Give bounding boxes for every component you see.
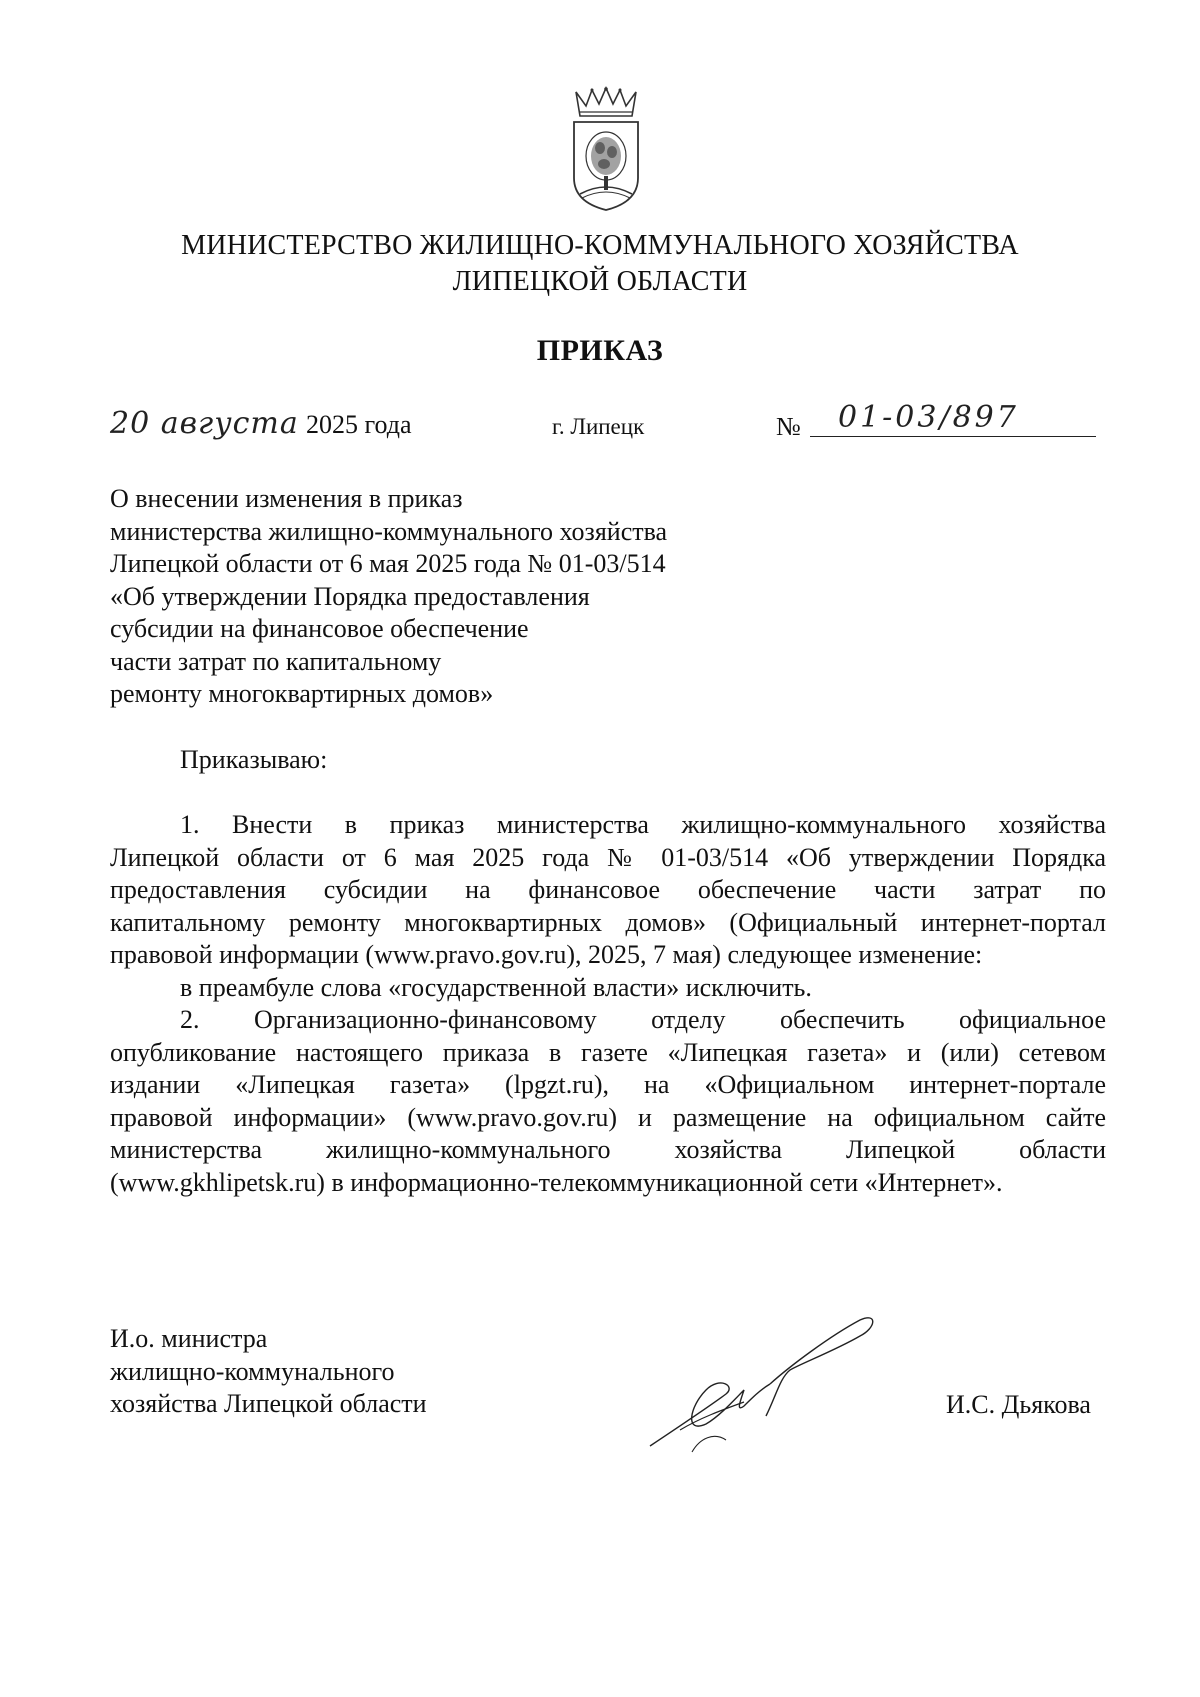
paragraph-2-line: издании «Липецкая газета» (lpgzt.ru), на «Официальном интернет-портале: [110, 1070, 1106, 1099]
lipetsk-coat-of-arms-icon: [566, 86, 646, 214]
signatory-position: [110, 1323, 427, 1421]
paragraph-2-line: опубликование настоящего приказа в газете «Липецкая газета» и (или) сетевом: [110, 1037, 1106, 1067]
organization-name-line-2: ЛИПЕЦКОЙ ОБЛАСТИ: [452, 266, 748, 297]
subject-line: министерства жилищно-коммунального хозяйства: [110, 516, 668, 546]
document-subject: [110, 483, 750, 711]
subject-line: части затрат по капитальному: [110, 646, 442, 676]
paragraph-1-line: предоставления субсидии на финансовое обеспечение части затрат по: [110, 875, 1106, 904]
signatory-position-line: жилищно-коммунального: [110, 1356, 395, 1386]
subject-line: Липецкой области от 6 мая 2025 года № 01-03/514: [110, 549, 666, 578]
number-underline: [810, 436, 1096, 437]
paragraph-2-line: министерства жилищно-коммунального хозяйства Липецкой области: [110, 1135, 1106, 1164]
signatory-position-line: хозяйства Липецкой области: [110, 1389, 427, 1418]
date-number-row: [0, 404, 1200, 444]
subject-line: «Об утверждении Порядка предоставления: [110, 581, 590, 611]
subject-line: О внесении изменения в приказ: [110, 484, 463, 513]
handwritten-number: 01-03/897: [838, 400, 1019, 435]
paragraph-1-subitem: в преамбуле слова «государственной власти» исключить.: [180, 972, 812, 1002]
paragraph-1-line: правовой информации (www.pravo.gov.ru), 2025, 7 мая) следующее изменение:: [110, 940, 983, 969]
handwritten-signature: [640, 1306, 920, 1476]
date-year: 2025 года: [306, 410, 412, 439]
paragraph-1-line: 1. Внести в приказ министерства жилищно-коммунального хозяйства: [180, 810, 1106, 839]
city: г. Липецк: [552, 414, 645, 439]
document-body: [110, 809, 1106, 1199]
paragraph-1-line: Липецкой области от 6 мая 2025 года № 01-03/514 «Об утверждении Порядка: [110, 842, 1106, 872]
organization-name-line-1: МИНИСТЕРСТВО ЖИЛИЩНО-КОММУНАЛЬНОГО ХОЗЯЙСТВА: [181, 230, 1019, 261]
organization-name: [0, 228, 1200, 300]
subject-line: ремонту многоквартирных домов»: [110, 679, 494, 708]
document-title: ПРИКАЗ: [536, 334, 664, 367]
paragraph-2-line: правовой информации» (www.pravo.gov.ru) и размещение на официальном сайте: [110, 1102, 1106, 1132]
signatory-position-line: И.о. министра: [110, 1324, 268, 1353]
signatory-name: И.С. Дьякова: [946, 1390, 1091, 1419]
subject-line: субсидии на финансовое обеспечение: [110, 614, 529, 643]
paragraph-2-line: 2. Организационно-финансовому отделу обеспечить официальное: [180, 1005, 1106, 1034]
paragraph-2-line: (www.gkhlipetsk.ru) в информационно-телекоммуникационной сети «Интернет».: [110, 1167, 1003, 1197]
paragraph-1-line: капитальному ремонту многоквартирных домов» (Официальный интернет-портал: [110, 907, 1106, 937]
order-word: Приказываю:: [180, 745, 328, 774]
handwritten-date: 20 августа: [110, 406, 299, 441]
number-sign: №: [776, 412, 801, 441]
